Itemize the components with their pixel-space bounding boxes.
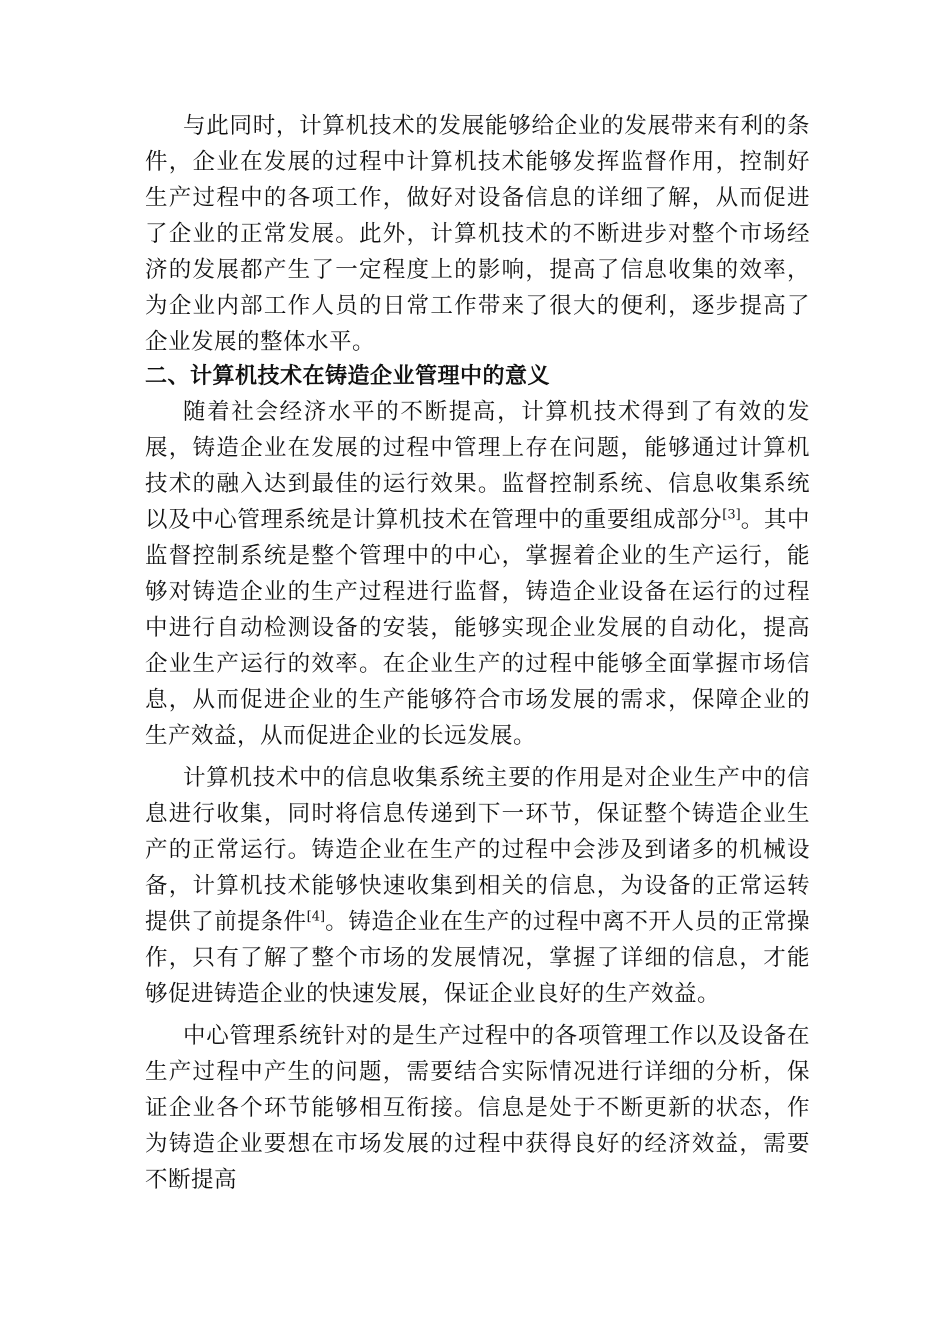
- paragraph-4: 中心管理系统针对的是生产过程中的各项管理工作以及设备在生产过程中产生的问题，需要结合实际情况进行详细的分析，保证企业各个环节能够相互衔接。信息是处于不断更新的状态，作为铸造企业要想在市场发展的过程中获得良好的经济效益，需要不断提高: [145, 1023, 810, 1193]
- paragraph-1: 与此同时，计算机技术的发展能够给企业的发展带来有利的条件，企业在发展的过程中计算机技术能够发挥监督作用，控制好生产过程中的各项工作，做好对设备信息的详细了解，从而促进了企业的正常发展。此外，计算机技术的不断进步对整个市场经济的发展都产生了一定程度上的影响，提高了信息收集的效率，为企业内部工作人员的日常工作带来了很大的便利，逐步提高了企业发展的整体水平。: [145, 113, 810, 355]
- paragraph-2: [145, 394, 810, 754]
- paragraph-3-text-a: 计算机技术中的信息收集系统主要的作用是对企业生产中的信息进行收集，同时将信息传递到下一环节，保证整个铸造企业生产的正常运行。铸造企业在生产的过程中会涉及到诸多的机械设备，计算机技术能够快速收集到相关的信息，为设备的正常运转提供了前提条件: [145, 765, 810, 935]
- citation-ref-4: [4]: [306, 909, 326, 925]
- paragraph-2-text-b: 。其中监督控制系统是整个管理中的中心，掌握着企业的生产运行，能够对铸造企业的生产过程进行监督，铸造企业设备在运行的过程中进行自动检测设备的安装，能够实现企业发展的自动化，提高企业生产运行的效率。在企业生产的过程中能够全面掌握市场信息，从而促进企业的生产能够符合市场发展的需求，保障企业的生产效益，从而促进企业的长远发展。: [145, 507, 810, 749]
- section-heading: 二、计算机技术在铸造企业管理中的意义: [145, 364, 551, 389]
- paragraph-3: [145, 760, 810, 1012]
- paragraph-3-text-b: 。铸造企业在生产的过程中离不开人员的正常操作，只有了解了整个市场的发展情况，掌握了详细的信息，才能够促进铸造企业的快速发展，保证企业良好的生产效益。: [145, 909, 810, 1007]
- document-page: [145, 108, 810, 1198]
- paragraph-2-text-a: 随着社会经济水平的不断提高，计算机技术得到了有效的发展，铸造企业在发展的过程中管理上存在问题，能够通过计算机技术的融入达到最佳的运行效果。监督控制系统、信息收集系统以及中心管理系统是计算机技术在管理中的重要组成部分: [145, 399, 810, 533]
- citation-ref-3: [3]: [722, 507, 741, 523]
